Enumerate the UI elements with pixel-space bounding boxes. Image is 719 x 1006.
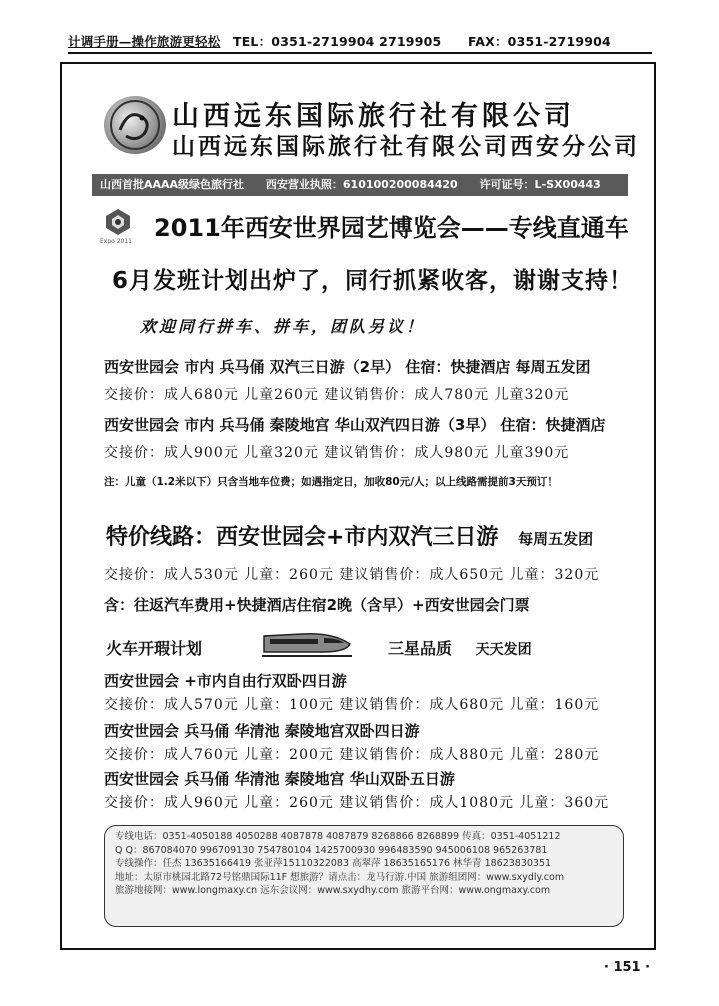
special-route [106,520,593,551]
license-bar [92,174,628,196]
contact-qq: Q Q：867084070 996709130 754780104 1425700930 996483590 945006108 965263781 [115,844,548,856]
train-route-price: 交接价：成人570元 儿童：100元 建议销售价：成人680元 儿童：160元 [104,697,600,713]
contact-operators: 专线操作：任杰 13635166419 张亚萍15110322083 高翠萍 18635165176 林华青 18623830351 [115,858,552,869]
special-schedule: 每周五发团 [518,530,594,548]
permit-text: 许可证号：L-SX00443 [479,178,601,191]
contact-box [104,825,624,927]
special-title: 特价线路：西安世园会+市内双汽三日游 [106,525,499,550]
route-title: 西安世园会 市内 兵马俑 双汽三日游（2早） 住宿：快捷酒店 每周五发团 [104,358,591,376]
handbook-title: 计调手册—操作旅游更轻松 [68,34,221,49]
route-price: 交接价：成人680元 儿童260元 建议销售价：成人780元 儿童320元 [104,387,570,403]
expo-logo-icon [104,208,132,236]
expo-caption: Expo 2011 [100,238,132,245]
header-tel: TEL：0351-2719904 2719905 [232,34,442,49]
train-route-title: 西安世园会 兵马俑 华清池 秦陵地宫 华山双卧五日游 [104,770,455,788]
contact-websites: 旅游地接网：www.longmaxy.cn 远东会议网：www.sxydhy.com 旅游平台网：www.ongmaxy.com [115,885,551,896]
booking-note: 注：儿童（1.2米以下）只含当地车位费；如遇指定日，加收80元/人；以上线路需提前3天预订！ [104,476,558,488]
contact-address: 地址：太原市桃园北路72号铭鼎国际11F 想旅游？请点击：龙马行游.中国 旅游组团网：www.sxydly.com [115,871,565,883]
page-number: · 151 · [604,960,651,975]
dragon-logo-icon [104,96,166,154]
train-plan-title: 火车开瑕计划 [106,639,203,658]
daily-departure: 天天发团 [475,642,532,658]
license-text: 西安营业执照：610100200084420 [265,178,458,191]
special-price: 交接价：成人530元 儿童：260元 建议销售价：成人650元 儿童：320元 [104,567,600,583]
june-headline: 6月发班计划出炉了，同行抓紧收客，谢谢支持！ [112,268,634,294]
header-fax: FAX：0351-2719904 [467,34,611,49]
expo-headline: 2011年西安世界园艺博览会——专线直通车 [154,214,629,242]
contact-phone: 专线电话：0351-4050188 4050288 4087878 4087879 8268866 8268899 传真：0351-4051212 [115,831,561,842]
train-route-price: 交接价：成人960元 儿童：260元 建议销售价：成人1080元 儿童：360元 [104,795,610,811]
train-route-title: 西安世园会 +市内自由行双卧四日游 [104,672,347,690]
top-header [68,32,652,54]
company-name: 山西远东国际旅行社有限公司 [172,101,575,132]
train-icon [262,622,352,662]
welcome-text: 欢迎同行拼车、拼车，团队另议！ [140,317,426,336]
grade-text: 山西首批AAAA级绿色旅行社 [100,178,245,191]
route-title: 西安世园会 市内 兵马俑 秦陵地宫 华山双汽四日游（3早） 住宿：快捷酒店 [104,416,606,434]
route-price: 交接价：成人900元 儿童320元 建议销售价：成人980元 儿童390元 [104,445,570,461]
three-star-quality [388,636,532,659]
quality-label: 三星品质 [388,639,453,658]
train-route-price: 交接价：成人760元 儿童：200元 建议销售价：成人880元 儿童：280元 [104,747,600,763]
special-includes: 含：往返汽车费用+快捷酒店住宿2晚（含早）+西安世园会门票 [104,596,530,614]
branch-name: 山西远东国际旅行社有限公司西安分公司 [172,133,640,160]
train-route-title: 西安世园会 兵马俑 华清池 秦陵地宫双卧四日游 [104,722,420,740]
